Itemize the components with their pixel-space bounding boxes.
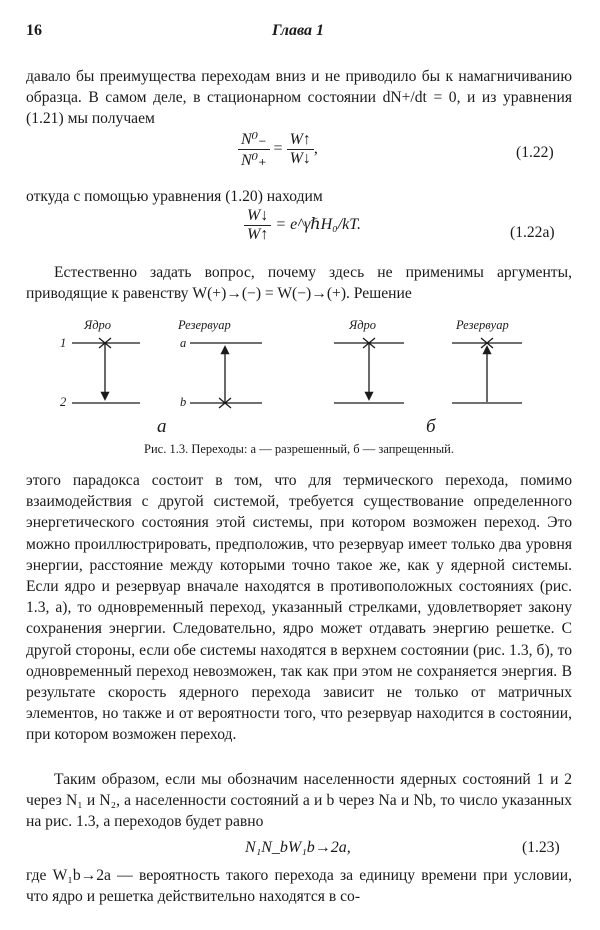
equation-1-22	[238, 129, 318, 170]
equation-1-23: N₁N_bW₁b→2a,	[245, 839, 351, 856]
page-header	[26, 22, 570, 42]
eq-122a-denominator: W↑	[247, 226, 269, 243]
eq-122a-numerator: W↓	[244, 207, 271, 226]
eq-122-comma: ,	[313, 140, 318, 158]
eq-122-denominator: N⁰₊	[241, 152, 267, 169]
panel-a-label: а	[157, 416, 167, 437]
paragraph-4: этого парадокса состоит в том, что для термического перехода, помимо взаимодействия с другой системой, требуется существование определенного энергетического состояния этой системы, при котором возможен переход. Это можно проиллюстрировать, предположив, что резервуар имеет только два уровня энергии, расстояние между которыми точно такое же, как у ядерной системы. Если ядро и резервуар вначале находятся в противоположных состояниях (рис. 1.3, а), то одновременный переход, указанный стрелками, удовлетворяет закону сохранения энергии. Следовательно, ядро может отдавать энергию решетке. С другой стороны, если обе системы находятся в верхнем состоянии (рис. 1.3, б), то одновременный переход невозможен, так как при этом не сохраняется энергия. В результате скорость ядерного перехода зависит не только от матричных элементов, но также и от вероятности того, что резервуар находится в состоянии, при котором возможен переход.	[26, 472, 572, 744]
equation-1-22a	[244, 207, 361, 244]
eq-122-numerator: N⁰₋	[238, 129, 270, 150]
paragraph-6: где W₁b→2a — вероятность такого перехода за единицу времени при условии, что ядро и решетка действительно находятся в со-	[26, 867, 572, 906]
label-reservoir-a: Резервуар	[178, 318, 231, 332]
figure-caption: Рис. 1.3. Переходы: а — разрешенный, б — запрещенный.	[144, 442, 454, 456]
level-a-label: a	[180, 336, 187, 350]
label-nucleus-b: Ядро	[349, 318, 377, 332]
paragraph-3: Естественно задать вопрос, почему здесь не применимы аргументы, приводящие к равенству W(+)→(−) = W(−)→(+). Решение	[26, 264, 572, 303]
label-reservoir-b: Резервуар	[456, 318, 509, 332]
level-2-label: 2	[60, 395, 67, 409]
equation-number-1-23: (1.23)	[522, 839, 560, 856]
eq-122-equals: =	[273, 140, 283, 158]
label-nucleus-a: Ядро	[84, 318, 112, 332]
equation-number-1-22: (1.22)	[516, 144, 554, 161]
eq-122-rhs-denominator: W↓	[289, 150, 311, 167]
figure-1-3	[0, 305, 600, 440]
paragraph-1: давало бы преимущества переходам вниз и не приводило бы к намагничиванию образца. В самом деле, в стационарном состоянии dN+/dt = 0, и из уравнения (1.21) мы получаем	[26, 68, 572, 128]
paragraph-2: откуда с помощью уравнения (1.20) находим	[26, 188, 323, 205]
paragraph-5: Таким образом, если мы обозначим населенности ядерных состояний 1 и 2 через N₁ и N₂, а населенности состояний a и b через Na и Nb, то число указанных на рис. 1.3, а переходов будет равно	[26, 771, 572, 831]
page-number: 16	[26, 22, 42, 39]
level-b-label: b	[180, 395, 187, 409]
panel-b-label: б	[426, 416, 436, 437]
eq-122a-rhs: = e^γℏH₀/kT.	[275, 216, 361, 234]
chapter-title: Глава 1	[271, 22, 325, 39]
equation-number-1-22a: (1.22a)	[510, 224, 555, 241]
level-1-label: 1	[60, 336, 67, 350]
eq-122-rhs-numerator: W↑	[287, 131, 314, 150]
